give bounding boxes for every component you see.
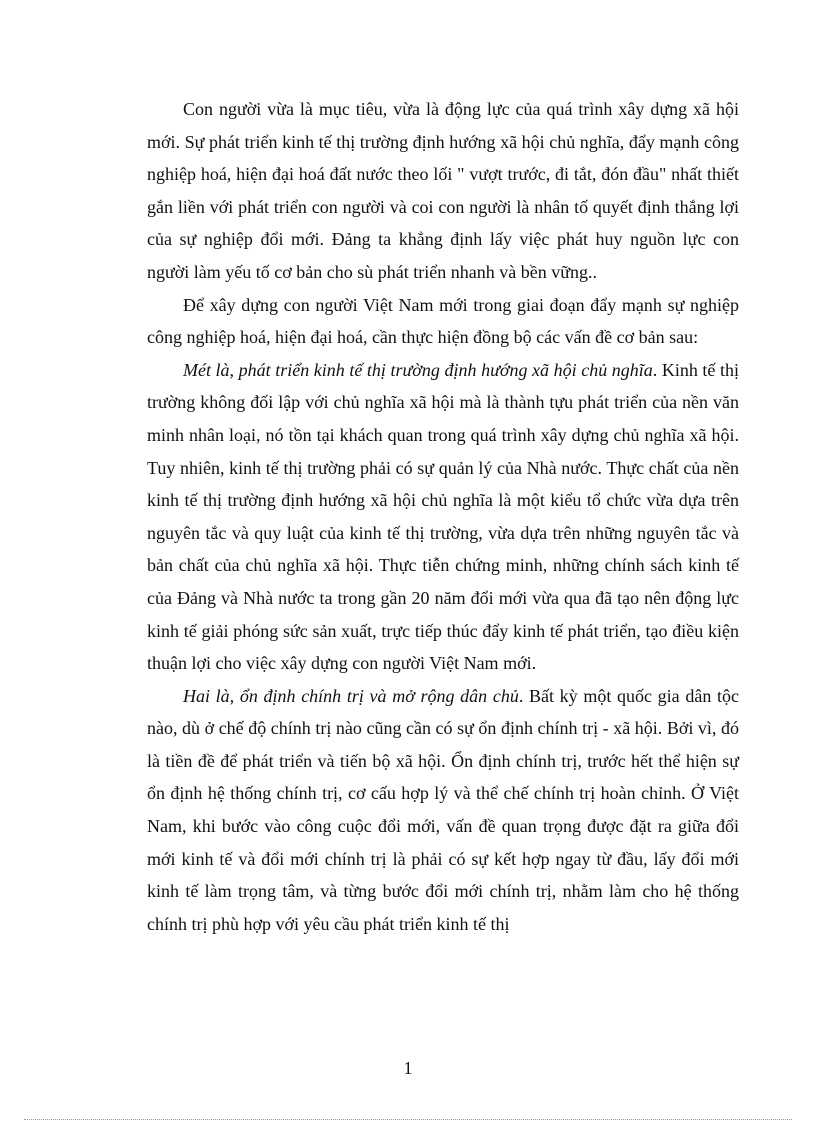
page-bottom-divider — [24, 1119, 792, 1120]
body-text — [147, 93, 739, 940]
page-number: 1 — [403, 1058, 413, 1078]
paragraph — [147, 680, 739, 941]
paragraph — [147, 354, 739, 680]
paragraph — [147, 289, 739, 354]
paragraph-text: . Kinh tế thị trường không đối lập với chủ nghĩa xã hội mà là thành tựu phát triển của nền văn minh nhân loại, nó tồn tại khách quan trong quá trình xây dựng chủ nghĩa xã hội. Tuy nhiên, kinh tế thị trường phải có sự quản lý của Nhà nước. Thực chất của nền kinh tế thị trường định hướng xã hội chủ nghĩa là một kiểu tổ chức vừa dựa trên nguyên tắc và quy luật của kinh tế thị trường, vừa dựa trên những nguyên tắc và bản chất của chủ nghĩa xã hội. Thực tiễn chứng minh, những chính sách kinh tế của Đảng và Nhà nước ta trong gần 20 năm đổi mới vừa qua đã tạo nên động lực kinh tế giải phóng sức sản xuất, trực tiếp thúc đẩy kinh tế phát triển, tạo điều kiện thuận lợi cho việc xây dựng con người Việt Nam mới. — [147, 359, 739, 674]
paragraph — [147, 93, 739, 289]
paragraph-text: Con người vừa là mục tiêu, vừa là động lực của quá trình xây dựng xã hội mới. Sự phát triển kinh tế thị trường định hướng xã hội chủ nghĩa, đẩy mạnh công nghiệp hoá, hiện đại hoá đất nước theo lối " vượt trước, đi tắt, đón đầu" nhất thiết gắn liền với phát triển con người và coi con người là nhân tố quyết định thắng lợi của sự nghiệp đổi mới. Đảng ta khẳng định lấy việc phát huy nguồn lực con người làm yếu tố cơ bản cho sù phát triển nhanh và bền vững.. — [147, 99, 739, 282]
paragraph-text: . Bất kỳ một quốc gia dân tộc nào, dù ở chế độ chính trị nào cũng cần có sự ổn định chính trị - xã hội. Bởi vì, đó là tiền đề để phát triển và tiến bộ xã hội. Ổn định chính trị, trước hết thể hiện sự ổn định hệ thống chính trị, cơ cấu hợp lý và thể chế chính trị hoàn chỉnh. Ở Việt Nam, khi bước vào công cuộc đổi mới, vấn đề quan trọng được đặt ra giữa đổi mới kinh tế và đổi mới chính trị là phải có sự kết hợp ngay từ đầu, lấy đổi mới kinh tế làm trọng tâm, và từng bước đổi mới chính trị, nhằm làm cho hệ thống chính trị phù hợp với yêu cầu phát triển kinh tế thị — [147, 685, 739, 934]
italic-lead-in: Hai là, ổn định chính trị và mở rộng dân chủ — [183, 685, 519, 706]
italic-lead-in: Mét là, phát triển kinh tế thị trường định hướng xã hội chủ nghĩa — [183, 359, 653, 380]
paragraph-text: Để xây dựng con người Việt Nam mới trong giai đoạn đẩy mạnh sự nghiệp công nghiệp hoá, hiện đại hoá, cần thực hiện đồng bộ các vấn đề cơ bản sau: — [147, 294, 739, 348]
